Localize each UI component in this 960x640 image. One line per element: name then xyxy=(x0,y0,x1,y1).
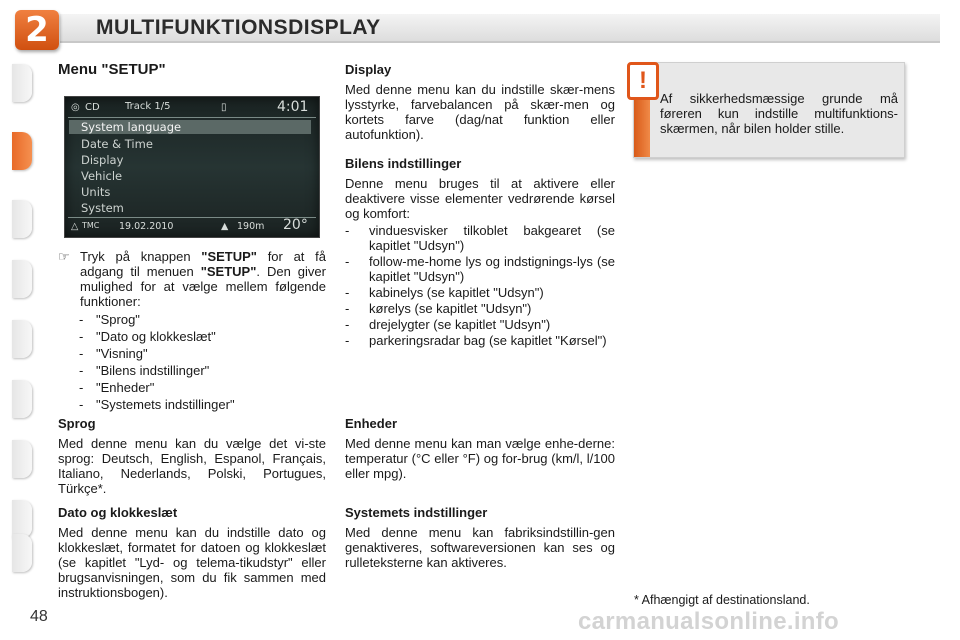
chapter-tabs xyxy=(12,64,36,574)
list-item: - drejelygter (se kapitlet "Udsyn") xyxy=(345,317,615,332)
menu-title: Menu "SETUP" xyxy=(58,61,166,78)
chapter-tab-4[interactable] xyxy=(12,260,32,298)
phone-icon: ▯ xyxy=(221,102,227,113)
screen-menu-item: System xyxy=(81,201,124,215)
chapter-tab-7[interactable] xyxy=(12,440,32,478)
list-item: - "Visning" xyxy=(58,346,326,361)
screen-menu-item: Vehicle xyxy=(81,169,123,183)
screen-divider-bottom xyxy=(68,217,316,218)
dato-heading: Dato og klokkeslæt xyxy=(58,505,178,520)
list-item: - kørelys (se kapitlet "Udsyn") xyxy=(345,301,615,316)
navigation-arrow-icon: ▲ xyxy=(221,221,229,232)
section-systemets xyxy=(345,505,615,570)
list-item: - "Systemets indstillinger" xyxy=(58,397,326,412)
setup-screen-image xyxy=(64,96,320,238)
screen-menu-item: Units xyxy=(81,185,111,199)
screen-tmc: TMC xyxy=(82,221,100,230)
instruction-text-2: for at få adgang til menuen xyxy=(80,249,326,279)
list-item: - parkeringsradar bag (se kapitlet "Kørsel") xyxy=(345,333,615,348)
list-item: - "Bilens indstillinger" xyxy=(58,363,326,378)
page-header xyxy=(0,0,960,50)
list-item: - follow-me-home lys og indstignings-lys (se kapitlet "Udsyn") xyxy=(345,254,615,284)
setup-instructions xyxy=(58,249,326,414)
chapter-tab-2-active[interactable] xyxy=(12,132,32,170)
cd-icon: ◎ xyxy=(71,102,80,113)
chapter-tab-8[interactable] xyxy=(12,500,32,538)
systemets-heading: Systemets indstillinger xyxy=(345,505,488,520)
dato-text: Med denne menu kan du indstille dato og klokkeslæt, formatet for datoen og klokkeslæt (se kapitlet "Lyd- og telema-tikudstyr" eller brugsanvisningen, som du fik sammen med instruktionsbogen). xyxy=(58,525,326,600)
bilens-text: Denne menu bruges til at aktivere eller deaktivere visse elementer vedrørende kørsel og komfort: xyxy=(345,176,615,221)
section-display xyxy=(345,62,615,142)
screen-divider-top xyxy=(68,117,316,118)
section-bilens xyxy=(345,156,615,349)
instruction-text-1: Tryk på knappen xyxy=(80,249,202,264)
pointer-icon: ☞ xyxy=(58,249,70,264)
safety-warning-box xyxy=(633,62,905,158)
instruction-text-3: . Den giver mulighed for at vælge mellem følgende funktioner: xyxy=(80,264,326,309)
section-dato xyxy=(58,505,326,600)
sprog-text: Med denne menu kan du vælge det vi-ste sprog: Deutsch, English, Espanol, Français, Italiano, Nederlands, Polski, Portugues, Türkçe*. xyxy=(58,436,326,496)
chapter-number-badge: 2 xyxy=(15,10,59,50)
chapter-tab-1[interactable] xyxy=(12,64,32,102)
chapter-tab-6[interactable] xyxy=(12,380,32,418)
list-item: - "Enheder" xyxy=(58,380,326,395)
bilens-heading: Bilens indstillinger xyxy=(345,156,462,171)
section-sprog xyxy=(58,416,326,496)
screen-date: 19.02.2010 xyxy=(119,221,174,232)
list-item: - kabinelys (se kapitlet "Udsyn") xyxy=(345,285,615,300)
screen-menu-item: Display xyxy=(81,153,124,167)
screen-source: CD xyxy=(85,102,100,113)
footnote: * Afhængigt af destinationsland. xyxy=(634,593,810,607)
page-number: 48 xyxy=(30,608,48,625)
list-item: - "Dato og klokkeslæt" xyxy=(58,329,326,344)
list-item: - vinduesvisker tilkoblet bakgearet (se kapitlet "Udsyn") xyxy=(345,223,615,253)
setup-instruction xyxy=(58,249,326,309)
column-left xyxy=(58,62,326,77)
bilens-list xyxy=(345,223,615,348)
setup-menu-label: "SETUP" xyxy=(200,264,257,279)
screen-status-bar xyxy=(71,99,313,116)
page-title: MULTIFUNKTIONSDISPLAY xyxy=(96,16,381,39)
enheder-text: Med denne menu kan man vælge enhe-derne: temperatur (°C eller °F) og for-brug (km/l, l/100 eller mpg). xyxy=(345,436,615,481)
watermark-logo: carmanualsonline.info xyxy=(578,608,840,635)
header-rule xyxy=(60,41,940,43)
section-enheder xyxy=(345,416,615,481)
display-heading: Display xyxy=(345,62,392,77)
enheder-heading: Enheder xyxy=(345,416,398,431)
warning-icon: ! xyxy=(627,62,659,100)
chapter-tab-3[interactable] xyxy=(12,200,32,238)
setup-key-label: "SETUP" xyxy=(201,249,257,264)
screen-clock: 4:01 xyxy=(277,99,309,115)
screen-temperature: 20° xyxy=(283,217,308,233)
setup-function-list xyxy=(58,312,326,412)
sprog-heading: Sprog xyxy=(58,416,96,431)
display-text: Med denne menu kan du indstille skær-mens lysstyrke, farvebalancen på skær-men og kortets farve (dag/nat funktion eller autofunktion). xyxy=(345,82,615,142)
screen-menu-item-selected: System language xyxy=(69,120,311,134)
chapter-tab-9[interactable] xyxy=(12,534,32,572)
list-item: - "Sprog" xyxy=(58,312,326,327)
screen-menu-item: Date & Time xyxy=(81,137,153,151)
tmc-icon: △ xyxy=(71,221,79,232)
warning-text: Af sikkerhedsmæssige grunde må føreren kun indstille multifunktions-skærmen, når bilen holder stille. xyxy=(660,91,898,136)
screen-distance: 190m xyxy=(237,221,265,232)
screen-track: Track 1/5 xyxy=(125,101,171,112)
screen-bottom-bar xyxy=(71,217,313,233)
chapter-tab-5[interactable] xyxy=(12,320,32,358)
systemets-text: Med denne menu kan fabriksindstillin-gen genaktiveres, softwareversionen kan ses og rulleteksterne kan aktiveres. xyxy=(345,525,615,570)
